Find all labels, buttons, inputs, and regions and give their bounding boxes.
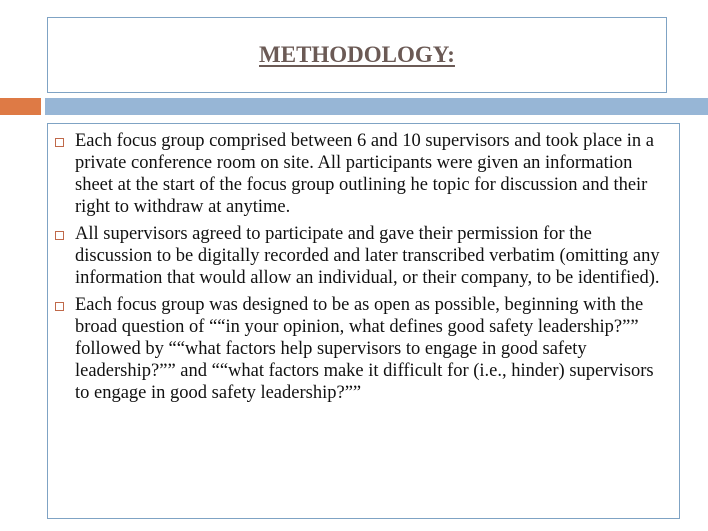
bullet-text: Each focus group comprised between 6 and 10 supervisors and took place in a private conference room on site. All participants were given an information sheet at the start of the focus group outlining he topic for discussion and their right to withdraw at anytime. <box>75 131 654 217</box>
content-box <box>47 123 680 519</box>
bullet-text: Each focus group was designed to be as open as possible, beginning with the broad question of ““in your opinion, what defines good safety leadership?”” followed by ““what factors help supervisors to engage in good safety leadership?”” and ““what factors make it difficult for (i.e., hinder) supervisors to engage in good safety leadership?”” <box>75 295 654 403</box>
bullet-item <box>48 294 679 404</box>
bullet-text: All supervisors agreed to participate and gave their permission for the discussion to be digitally recorded and later transcribed verbatim (omitting any information that would allow an individual, or their company, to be identified). <box>75 224 660 288</box>
bullet-list <box>48 130 679 409</box>
blue-accent-bar <box>45 98 708 115</box>
square-bullet-icon <box>55 231 64 240</box>
bullet-item <box>48 223 679 289</box>
square-bullet-icon <box>55 302 64 311</box>
orange-accent-bar <box>0 98 41 115</box>
slide-title: METHODOLOGY: <box>259 42 455 67</box>
square-bullet-icon <box>55 138 64 147</box>
title-box <box>47 17 667 93</box>
bullet-item <box>48 130 679 218</box>
